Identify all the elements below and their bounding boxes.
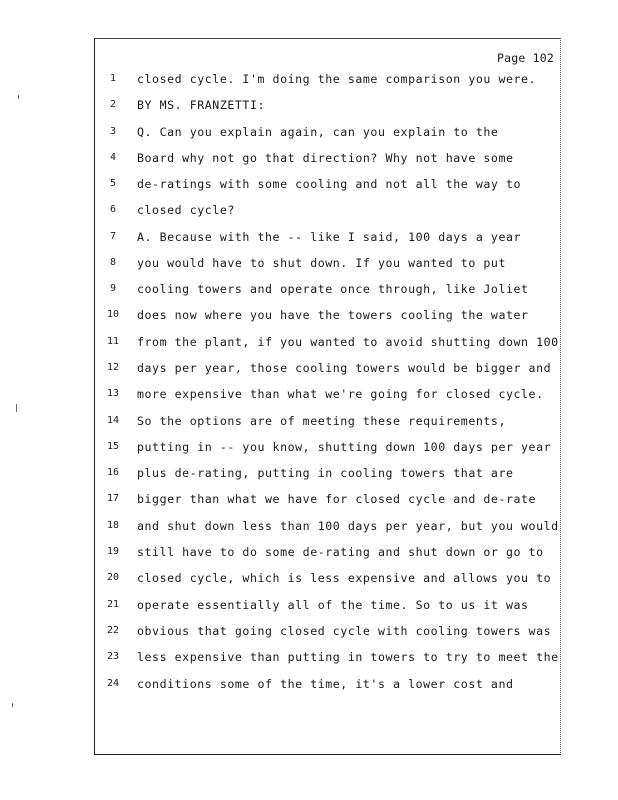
line-number: 7: [109, 231, 117, 242]
line-text: bigger than what we have for closed cycle and de-rate: [137, 492, 537, 506]
line-text: Board why not go that direction? Why not have some: [137, 151, 514, 165]
transcript-line: [95, 517, 560, 535]
line-text: and shut down less than 100 days per year, but you would: [137, 519, 559, 533]
line-text: less expensive than putting in towers to try to meet the: [137, 650, 559, 664]
line-text: BY MS. FRANZETTI:: [137, 98, 266, 112]
line-text: operate essentially all of the time. So to us it was: [137, 598, 529, 612]
line-number: 8: [109, 257, 117, 268]
line-number: 23: [106, 651, 120, 662]
transcript-line: [95, 306, 560, 324]
transcript-line: [95, 596, 560, 614]
line-number: 15: [106, 441, 120, 452]
transcript-line: [95, 359, 560, 377]
line-number: 2: [109, 99, 117, 110]
line-number: 24: [106, 678, 120, 689]
line-text: days per year, those cooling towers would be bigger and: [137, 361, 552, 375]
transcript-line: [95, 490, 560, 508]
line-number: 9: [109, 283, 117, 294]
line-number: 3: [109, 126, 117, 137]
transcript-line: [95, 149, 560, 167]
transcript-line: [95, 464, 560, 482]
transcript-line: [95, 96, 560, 114]
line-number: 1: [109, 73, 117, 84]
transcript-line: [95, 201, 560, 219]
transcript-line: [95, 438, 560, 456]
transcript-line: [95, 385, 560, 403]
line-number: 20: [106, 572, 120, 583]
page-number: Page 102: [497, 51, 554, 65]
line-text: plus de-rating, putting in cooling towers that are: [137, 466, 514, 480]
transcript-line: [95, 123, 560, 141]
transcript-line: [95, 543, 560, 561]
line-text: closed cycle. I'm doing the same comparison you were.: [137, 72, 537, 86]
transcript-line: [95, 675, 560, 693]
line-text: obvious that going closed cycle with cooling towers was: [137, 624, 552, 638]
line-text: conditions some of the time, it's a lower cost and: [137, 677, 514, 691]
line-text: still have to do some de-rating and shut down or go to: [137, 545, 544, 559]
transcript-line: [95, 175, 560, 193]
line-text: So the options are of meeting these requirements,: [137, 414, 506, 428]
line-text: putting in -- you know, shutting down 100 days per year: [137, 440, 552, 454]
line-number: 6: [109, 204, 117, 215]
line-text: Q. Can you explain again, can you explain to the: [137, 125, 499, 139]
transcript-line: [95, 648, 560, 666]
line-number: 22: [106, 625, 120, 636]
transcript-line: [95, 254, 560, 272]
line-text: you would have to shut down. If you wanted to put: [137, 256, 506, 270]
line-text: closed cycle?: [137, 203, 235, 217]
line-number: 14: [106, 415, 120, 426]
line-text: from the plant, if you wanted to avoid shutting down 100: [137, 335, 559, 349]
line-number: 12: [106, 362, 120, 373]
transcript-line: [95, 280, 560, 298]
line-text: cooling towers and operate once through, like Joliet: [137, 282, 529, 296]
scan-speck: [16, 404, 17, 412]
line-text: does now where you have the towers cooling the water: [137, 308, 529, 322]
transcript-line: [95, 622, 560, 640]
transcript-line: [95, 70, 560, 88]
line-number: 21: [106, 599, 120, 610]
transcript-page: [94, 38, 561, 755]
transcript-line: [95, 333, 560, 351]
line-number: 16: [106, 467, 120, 478]
transcript-line: [95, 228, 560, 246]
transcript-line: [95, 569, 560, 587]
line-number: 18: [106, 520, 120, 531]
line-text: more expensive than what we're going for closed cycle.: [137, 387, 544, 401]
scan-speck: [12, 703, 13, 707]
line-number: 10: [106, 309, 120, 320]
transcript-line: [95, 412, 560, 430]
line-text: A. Because with the -- like I said, 100 days a year: [137, 230, 522, 244]
line-number: 17: [106, 493, 120, 504]
line-number: 11: [106, 336, 120, 347]
line-number: 5: [109, 178, 117, 189]
line-number: 13: [106, 388, 120, 399]
scan-speck: [18, 95, 19, 99]
line-text: closed cycle, which is less expensive and allows you to: [137, 571, 552, 585]
line-number: 19: [106, 546, 120, 557]
line-text: de-ratings with some cooling and not all the way to: [137, 177, 522, 191]
line-number: 4: [109, 152, 117, 163]
